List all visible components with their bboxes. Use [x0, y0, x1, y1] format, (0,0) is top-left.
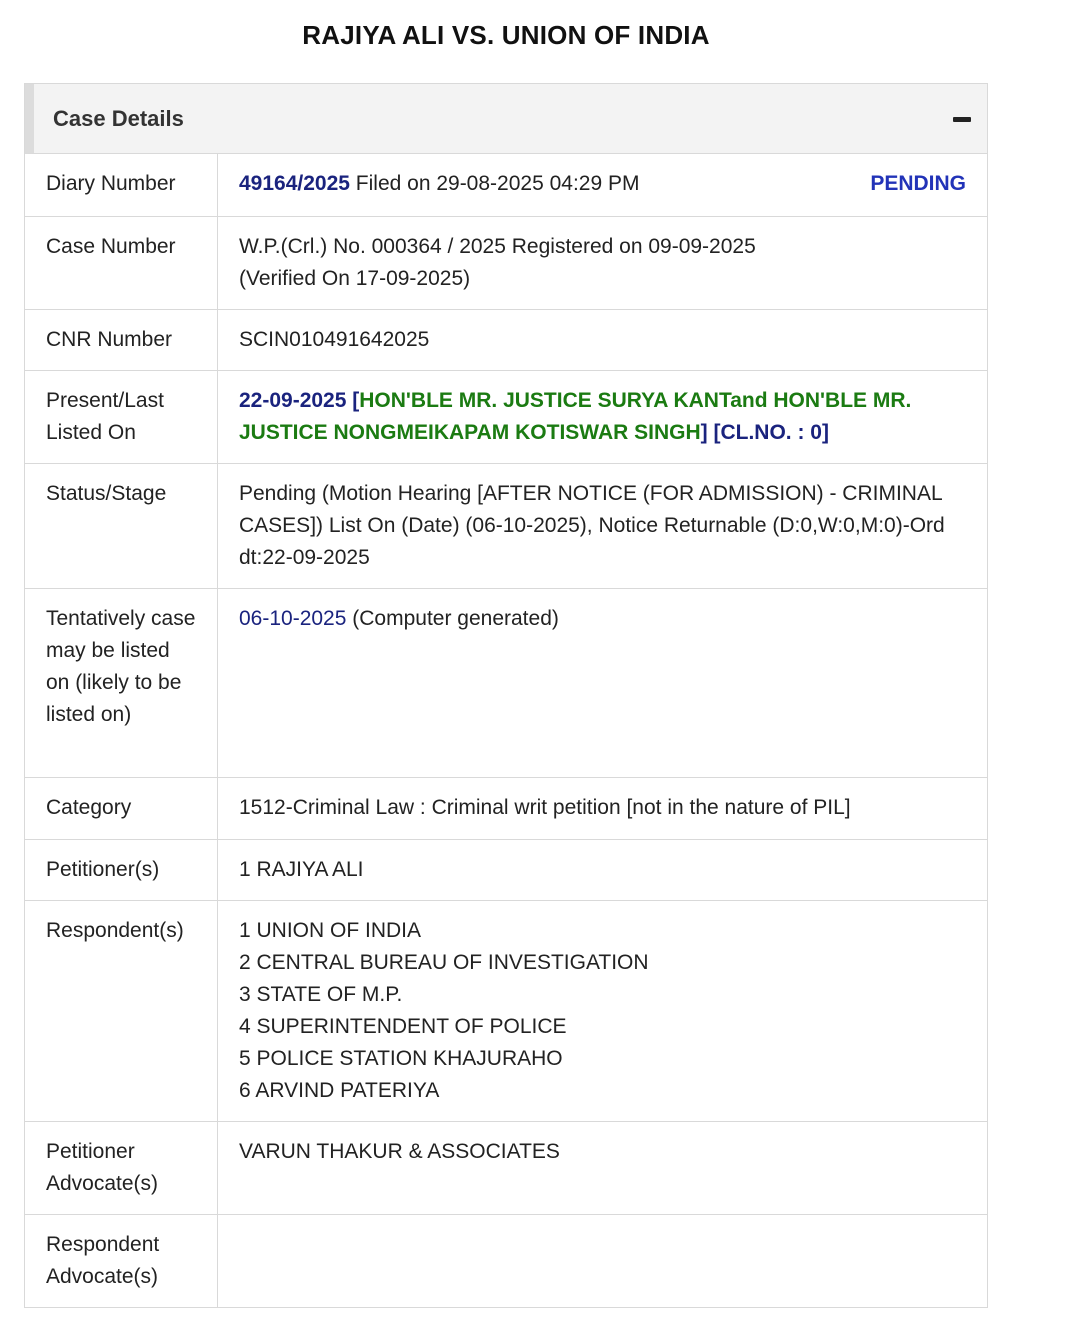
list-item: 2 CENTRAL BUREAU OF INVESTIGATION [239, 950, 649, 974]
filed-on-text: Filed on 29-08-2025 04:29 PM [349, 172, 640, 195]
row-category [25, 777, 987, 839]
bracket-open: [ [346, 388, 360, 412]
list-item: 1 RAJIYA ALI [239, 857, 364, 881]
row-label: Respondent(s) [25, 900, 218, 1121]
row-value [218, 154, 988, 216]
page-title: RAJIYA ALI VS. UNION OF INDIA [302, 20, 710, 50]
tentative-date: 06-10-2025 [239, 606, 347, 630]
row-petitioners [25, 839, 987, 900]
row-value [218, 1214, 988, 1307]
row-value [218, 588, 988, 777]
row-value [218, 839, 988, 900]
bench-names: HON'BLE MR. JUSTICE SURYA KANTand HON'BLE MR. JUSTICE NONGMEIKAPAM KOTISWAR SINGH [239, 388, 912, 444]
row-value [218, 216, 988, 309]
row-value [218, 900, 988, 1121]
list-item: 3 STATE OF M.P. [239, 982, 403, 1006]
row-label: Present/Last Listed On [25, 370, 218, 463]
row-respondent-advocates [25, 1214, 987, 1307]
diary-number: 49164/2025 [239, 172, 350, 195]
row-respondents [25, 900, 987, 1121]
row-label: CNR Number [25, 309, 218, 370]
row-value: Pending (Motion Hearing [AFTER NOTICE (FOR ADMISSION) - CRIMINAL CASES]) List On (Date) (06-10-2025), Notice Returnable (D:0,W:0,M:0)-Ord dt:22-09-2025 [218, 463, 988, 588]
row-status-stage [25, 463, 987, 588]
row-label: Category [25, 777, 218, 839]
tentative-note: (Computer generated) [346, 606, 559, 630]
row-label: Status/Stage [25, 463, 218, 588]
list-item: 6 ARVIND PATERIYA [239, 1078, 440, 1102]
row-label: Respondent Advocate(s) [25, 1214, 218, 1307]
row-label: Tentatively case may be listed on (likely to be listed on) [25, 588, 218, 777]
case-details-panel [24, 83, 988, 1308]
cause-list-number: ] [CL.NO. : 0] [700, 420, 829, 444]
panel-title: Case Details [53, 106, 184, 131]
row-present-last-listed [25, 370, 987, 463]
row-case-number [25, 216, 987, 309]
row-value: 1512-Criminal Law : Criminal writ petition [not in the nature of PIL] [218, 777, 988, 839]
row-cnr-number [25, 309, 987, 370]
row-value: VARUN THAKUR & ASSOCIATES [218, 1121, 988, 1214]
status-badge: PENDING [870, 172, 966, 195]
verified-on-line: (Verified On 17-09-2025) [239, 266, 471, 290]
row-label: Petitioner(s) [25, 839, 218, 900]
row-value: SCIN010491642025 [218, 309, 988, 370]
row-value [218, 370, 988, 463]
panel-header[interactable] [25, 84, 987, 154]
listed-date: 22-09-2025 [239, 388, 347, 412]
case-details-table [25, 154, 987, 1307]
row-label: Case Number [25, 216, 218, 309]
row-tentative-listing [25, 588, 987, 777]
case-number-line: W.P.(Crl.) No. 000364 / 2025 Registered on 09-09-2025 [239, 234, 756, 258]
list-item: 5 POLICE STATION KHAJURAHO [239, 1046, 563, 1070]
row-petitioner-advocates [25, 1121, 987, 1214]
row-label: Diary Number [25, 154, 218, 216]
list-item: 4 SUPERINTENDENT OF POLICE [239, 1014, 567, 1038]
minus-icon[interactable] [953, 117, 971, 122]
list-item: 1 UNION OF INDIA [239, 918, 422, 942]
row-label: Petitioner Advocate(s) [25, 1121, 218, 1214]
row-diary-number [25, 154, 987, 216]
